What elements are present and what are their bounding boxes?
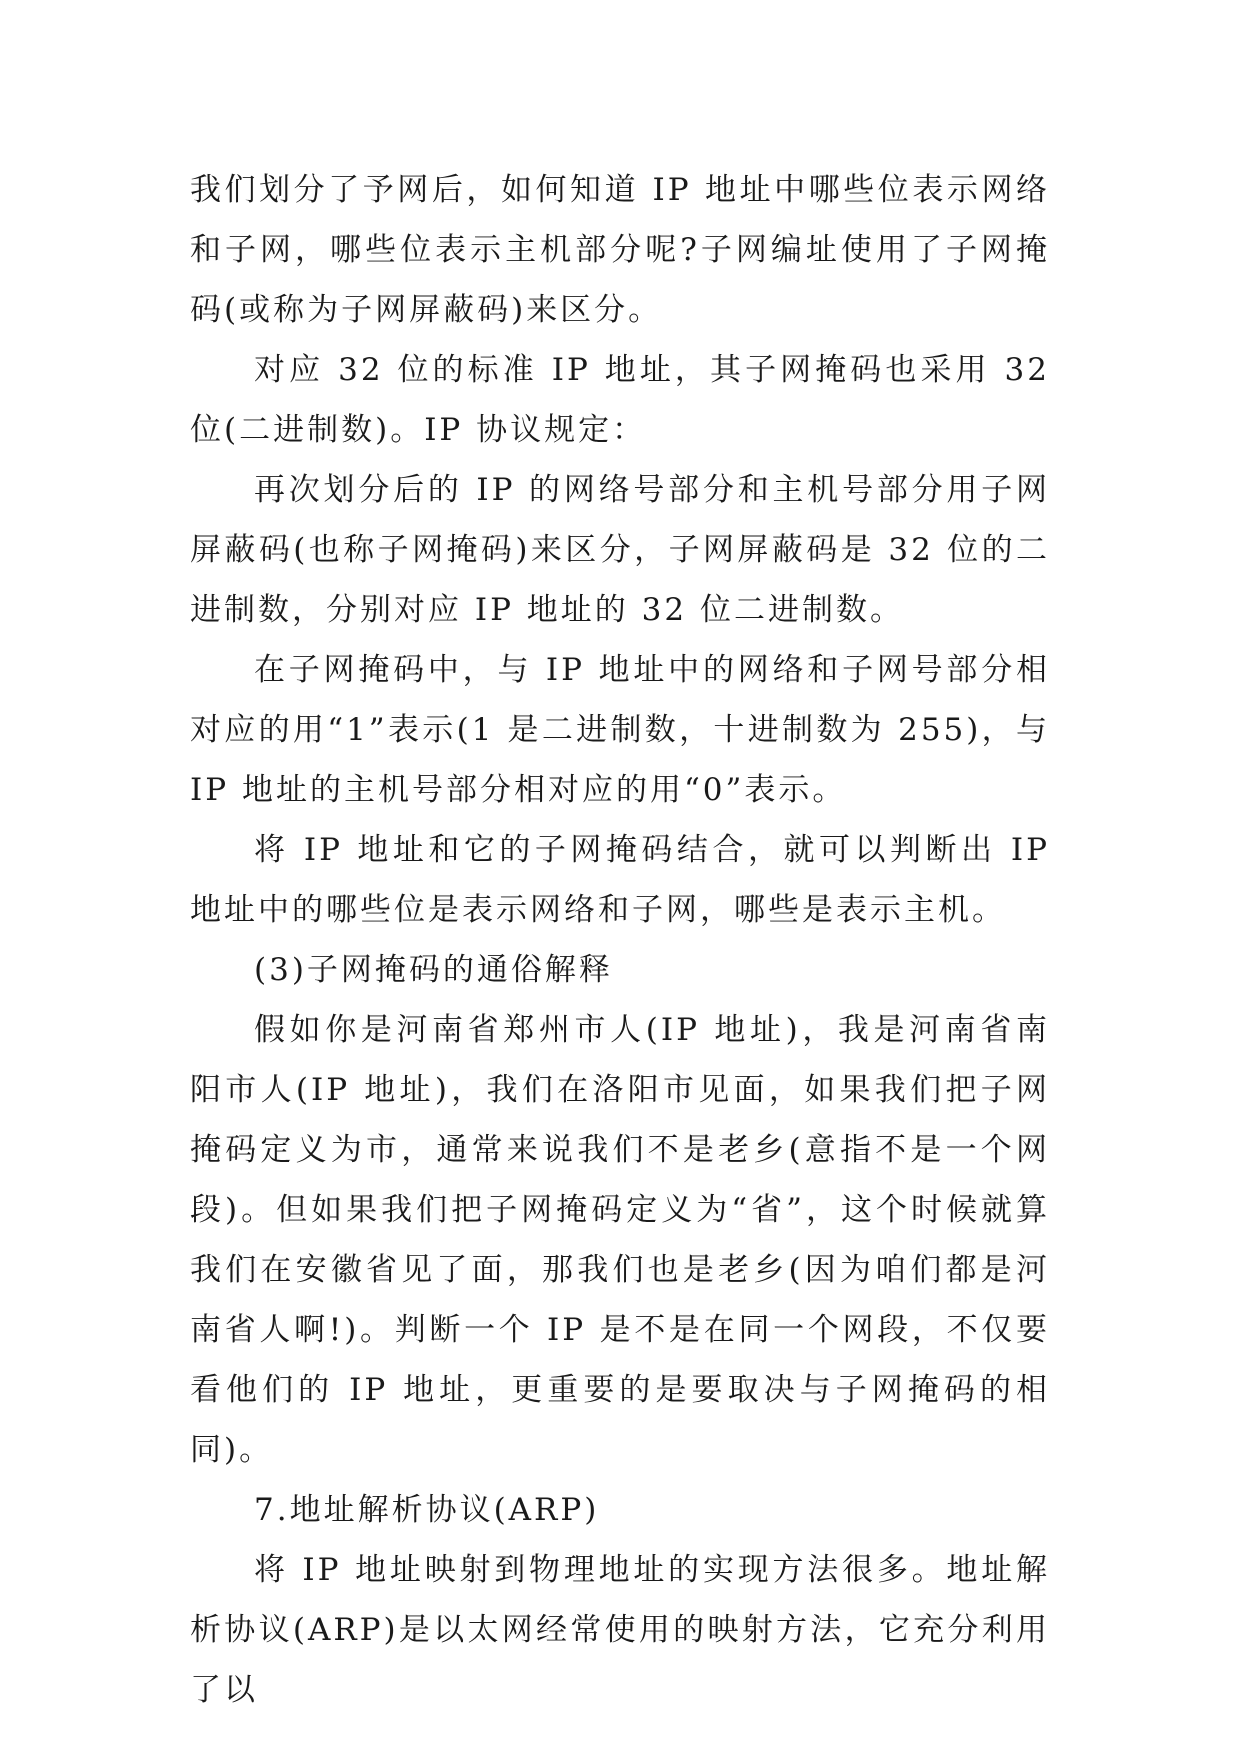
- paragraph-32bit-mask: 对应 32 位的标准 IP 地址，其子网掩码也采用 32 位(二进制数)。IP 协议规定：: [190, 352, 1050, 448]
- paragraph-mask-definition: 再次划分后的 IP 的网络号部分和主机号部分用子网屏蔽码(也称子网掩码)来区分，子网屏蔽码是 32 位的二进制数，分别对应 IP 地址的 32 位二进制数。: [190, 472, 1050, 628]
- document-page: [190, 160, 1050, 1720]
- paragraph-mask-combination: 将 IP 地址和它的子网掩码结合，就可以判断出 IP 地址中的哪些位是表示网络和子网，哪些是表示主机。: [190, 832, 1050, 928]
- paragraph-arp-intro: 将 IP 地址映射到物理地址的实现方法很多。地址解析协议(ARP)是以太网经常使用的映射方法，它充分利用了以: [190, 1552, 1050, 1708]
- section-heading-mask-explanation: (3)子网掩码的通俗解释: [254, 952, 613, 988]
- section-heading-arp: 7.地址解析协议(ARP): [254, 1492, 600, 1528]
- paragraph-subnet-intro: 我们划分了予网后，如何知道 IP 地址中哪些位表示网络和子网，哪些位表示主机部分呢?子网编址使用了子网掩码(或称为子网屏蔽码)来区分。: [190, 172, 1050, 328]
- paragraph-mask-ones-zeros: 在子网掩码中，与 IP 地址中的网络和子网号部分相对应的用“1”表示(1 是二进制数，十进制数为 255)，与 IP 地址的主机号部分相对应的用“0”表示。: [190, 652, 1050, 808]
- paragraph-mask-analogy: 假如你是河南省郑州市人(IP 地址)，我是河南省南阳市人(IP 地址)，我们在洛阳市见面，如果我们把子网掩码定义为市，通常来说我们不是老乡(意指不是一个网段)。但如果我们把子网掩码定义为“省”，这个时候就算我们在安徽省见了面，那我们也是老乡(因为咱们都是河南省人啊!)。判断一个 IP 是不是在同一个网段，不仅要看他们的 IP 地址，更重要的是要取决与子网掩码的相同)。: [190, 1012, 1050, 1468]
